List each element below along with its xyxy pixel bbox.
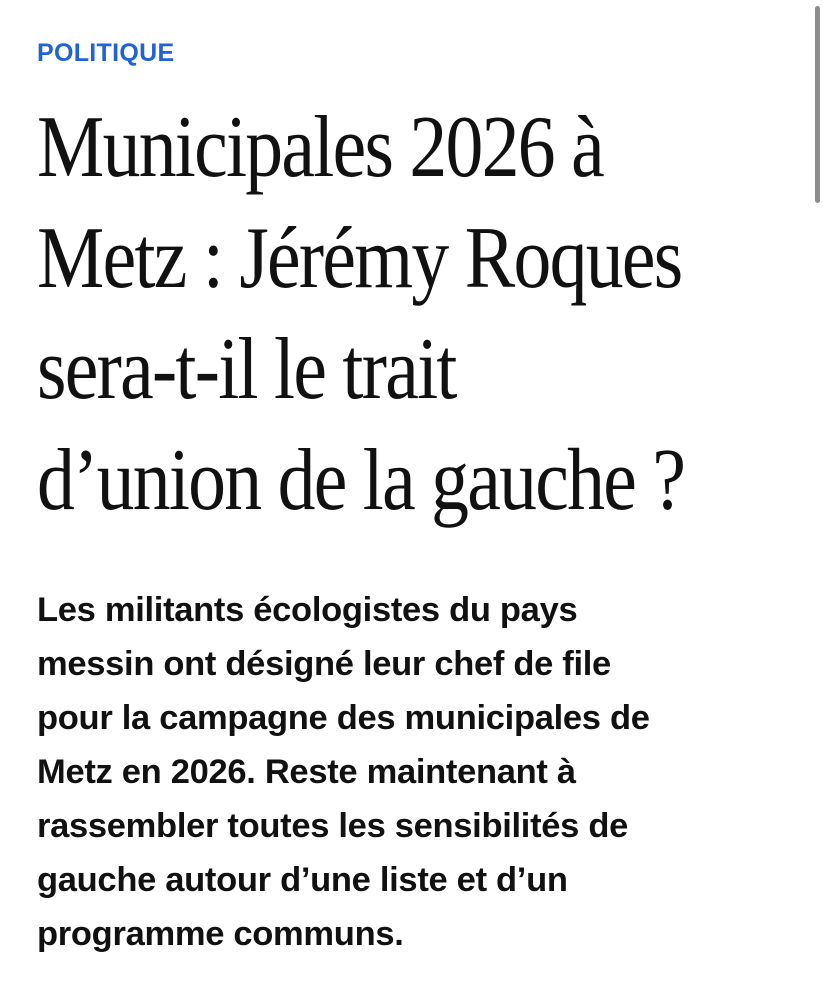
headline-line-4: d’union de la gauche ? [37, 432, 685, 529]
scrollbar[interactable] [813, 0, 821, 205]
headline-line-2: Metz : Jérémy Roques [37, 210, 682, 307]
scrollbar-thumb[interactable] [815, 6, 820, 203]
lede-line-1: Les militants écologistes du pays [37, 591, 578, 629]
lede-line-5: rassembler toutes les sensibilités de [37, 807, 628, 845]
headline-line-3: sera-t-il le trait [37, 321, 456, 418]
lede [37, 583, 777, 961]
category-label[interactable]: POLITIQUE [37, 39, 175, 67]
lede-line-7: programme communs. [37, 915, 404, 953]
headline [37, 92, 685, 536]
headline-line-1: Municipales 2026 à [37, 99, 603, 196]
lede-line-3: pour la campagne des municipales de [37, 699, 650, 737]
lede-line-6: gauche autour d’une liste et d’un [37, 861, 568, 899]
lede-line-4: Metz en 2026. Reste maintenant à [37, 753, 576, 791]
lede-line-2: messin ont désigné leur chef de file [37, 645, 611, 683]
